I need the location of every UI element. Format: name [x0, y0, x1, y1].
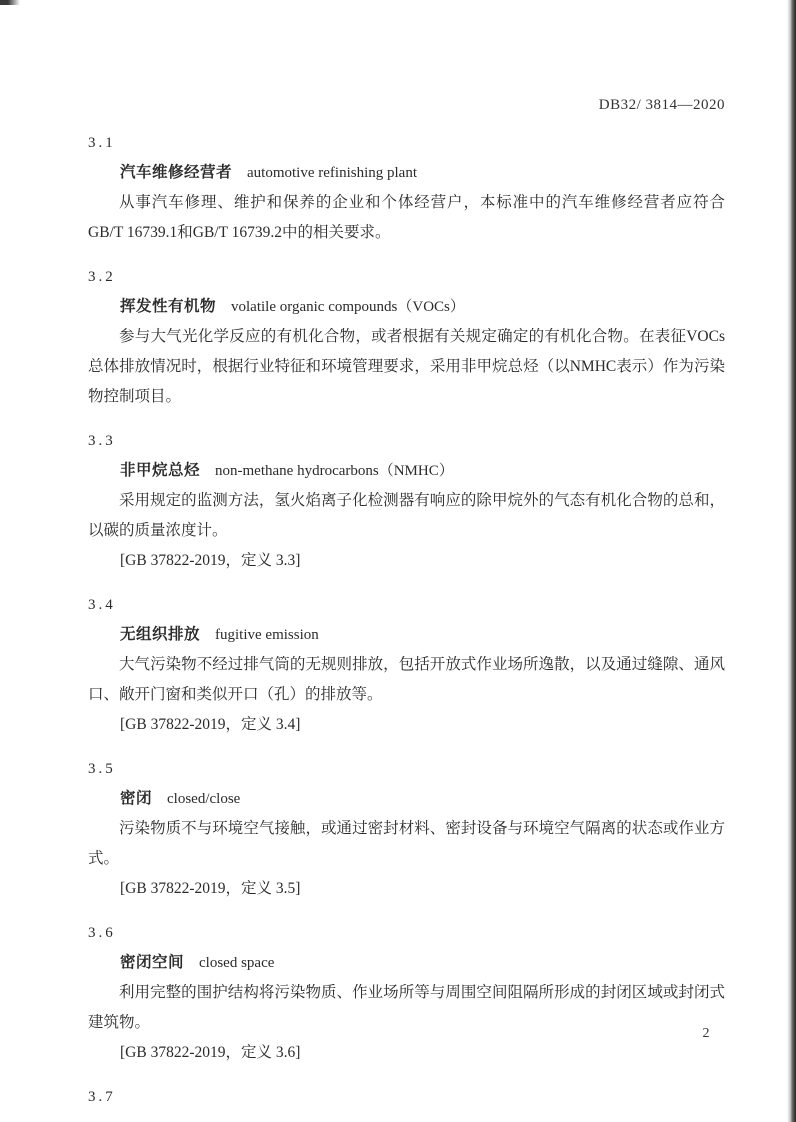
page-number: 2: [702, 1026, 710, 1041]
section-number: 3.4: [88, 597, 116, 613]
definition-paragraph: 采用规定的监测方法，氢火焰离子化检测器有响应的除甲烷外的气态有机化合物的总和，以碳的质量浓度计。: [88, 492, 725, 539]
term-english: fugitive emission: [215, 627, 319, 643]
term-line: [88, 784, 725, 814]
term-chinese: 密闭空间: [120, 954, 185, 971]
section-3-7: [88, 1082, 725, 1112]
term-chinese: 无组织排放: [120, 626, 201, 643]
term-english: volatile organic compounds（VOCs）: [231, 299, 465, 315]
section-3-2: [88, 262, 725, 412]
section-number: 3.3: [88, 433, 116, 449]
definition-paragraph: 参与大气光化学反应的有机化合物，或者根据有关规定确定的有机化合物。在表征VOCs总体排放情况时，根据行业特征和环境管理要求，采用非甲烷总烃（以NMHC表示）作为污染物控制项目。: [88, 328, 725, 405]
section-3-1: [88, 128, 725, 248]
section-number: 3.7: [88, 1089, 116, 1105]
section-number: 3.1: [88, 135, 116, 151]
source-reference: [GB 37822-2019，定义 3.3]: [120, 552, 301, 569]
term-line: [88, 158, 725, 188]
section-3-6: [88, 918, 725, 1068]
term-chinese: 非甲烷总烃: [120, 462, 201, 479]
term-line: [88, 292, 725, 322]
term-line: [88, 620, 725, 650]
definition-paragraph: 大气污染物不经过排气筒的无规则排放，包括开放式作业场所逸散，以及通过缝隙、通风口、敞开门窗和类似开口（孔）的排放等。: [88, 656, 725, 703]
term-chinese: 挥发性有机物: [120, 298, 217, 315]
standard-code-header: DB32/ 3814—2020: [598, 97, 725, 113]
definition-paragraph: 利用完整的围护结构将污染物质、作业场所等与周围空间阻隔所形成的封闭区域或封闭式建筑物。: [88, 984, 725, 1031]
source-reference: [GB 37822-2019，定义 3.6]: [120, 1044, 301, 1061]
page-content: [88, 96, 725, 1112]
term-english: closed space: [199, 955, 275, 971]
term-english: non-methane hydrocarbons（NMHC）: [215, 463, 454, 479]
scan-corner-artifact: [0, 0, 20, 5]
section-3-3: [88, 426, 725, 576]
section-number: 3.5: [88, 761, 116, 777]
term-line: [88, 456, 725, 486]
term-chinese: 汽车维修经营者: [120, 164, 233, 181]
term-chinese: 密闭: [120, 790, 153, 807]
scan-right-edge-artifact: [787, 0, 796, 1122]
source-reference: [GB 37822-2019，定义 3.4]: [120, 716, 301, 733]
definition-paragraph: 从事汽车修理、维护和保养的企业和个体经营户，本标准中的汽车维修经营者应符合GB/T 16739.1和GB/T 16739.2中的相关要求。: [88, 194, 725, 241]
section-3-5: [88, 754, 725, 904]
section-3-4: [88, 590, 725, 740]
definition-paragraph: 污染物质不与环境空气接触，或通过密封材料、密封设备与环境空气隔离的状态或作业方式。: [88, 820, 725, 867]
term-line: [88, 948, 725, 978]
section-number: 3.2: [88, 269, 116, 285]
source-reference: [GB 37822-2019，定义 3.5]: [120, 880, 301, 897]
term-english: automotive refinishing plant: [247, 165, 417, 181]
section-number: 3.6: [88, 925, 116, 941]
term-english: closed/close: [167, 791, 241, 807]
